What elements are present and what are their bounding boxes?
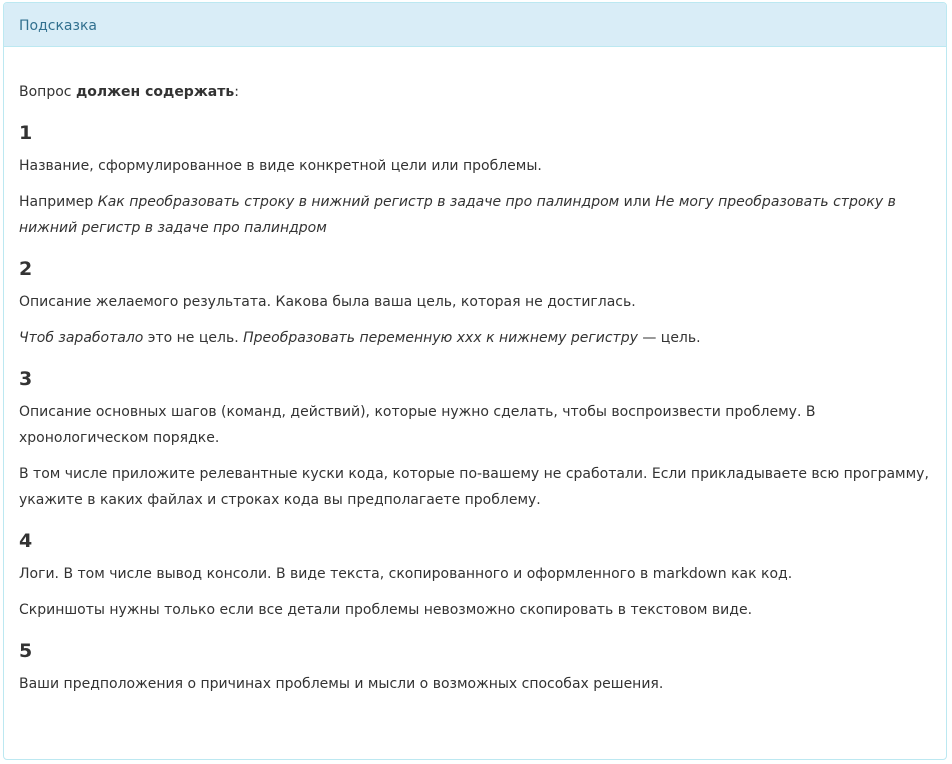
hint-section-1 [19,119,931,241]
example-italic: Чтоб заработало [19,330,144,346]
section-number: 4 [19,530,33,552]
section-text: Описание желаемого результата. Какова была ваша цель, которая не достиглась. [19,294,636,310]
intro-suffix: : [234,84,239,100]
hint-section-3 [19,365,931,513]
example-italic: Преобразовать переменную xxx к нижнему регистру [243,330,638,346]
example-middle: или [619,194,656,210]
hint-section-5 [19,637,931,697]
hint-panel-body [4,47,946,697]
hint-panel-title: Подсказка [4,3,946,47]
section-text: Ваши предположения о причинах проблемы и мысли о возможных способах решения. [19,676,664,692]
section-text-2: Скриншоты нужны только если все детали проблемы невозможно скопировать в текстовом виде. [19,602,753,618]
section-number: 3 [19,368,33,390]
example-middle: это не цель. [143,330,244,346]
section-number: 1 [19,122,33,144]
intro-prefix: Вопрос [19,84,76,100]
section-number: 5 [19,640,33,662]
example-suffix: — цель. [637,330,701,346]
hint-section-2 [19,255,931,351]
section-example [19,189,931,241]
section-example [19,325,931,351]
section-text-2: В том числе приложите релевантные куски кода, которые по-вашему не сработали. Если прикладываете всю программу, укажите в каких файлах и строках кода вы предполагаете проблему. [19,466,929,508]
hint-section-4 [19,527,931,623]
hint-intro [19,79,931,105]
section-text: Логи. В том числе вывод консоли. В виде текста, скопированного и оформленного в markdown как код. [19,566,793,582]
intro-bold: должен содержать [75,84,235,100]
example-italic: Не могу преобразовать строку в нижний регистр в задаче про палиндром [19,194,896,236]
example-italic: Как преобразовать строку в нижний регистр в задаче про палиндром [97,194,620,210]
section-text: Описание основных шагов (команд, действий), которые нужно сделать, чтобы воспроизвести проблему. В хронологическом порядке. [19,404,816,446]
section-number: 2 [19,258,33,280]
section-text: Название, сформулированное в виде конкретной цели или проблемы. [19,158,542,174]
hint-panel [3,2,947,760]
example-prefix: Например [19,194,98,210]
